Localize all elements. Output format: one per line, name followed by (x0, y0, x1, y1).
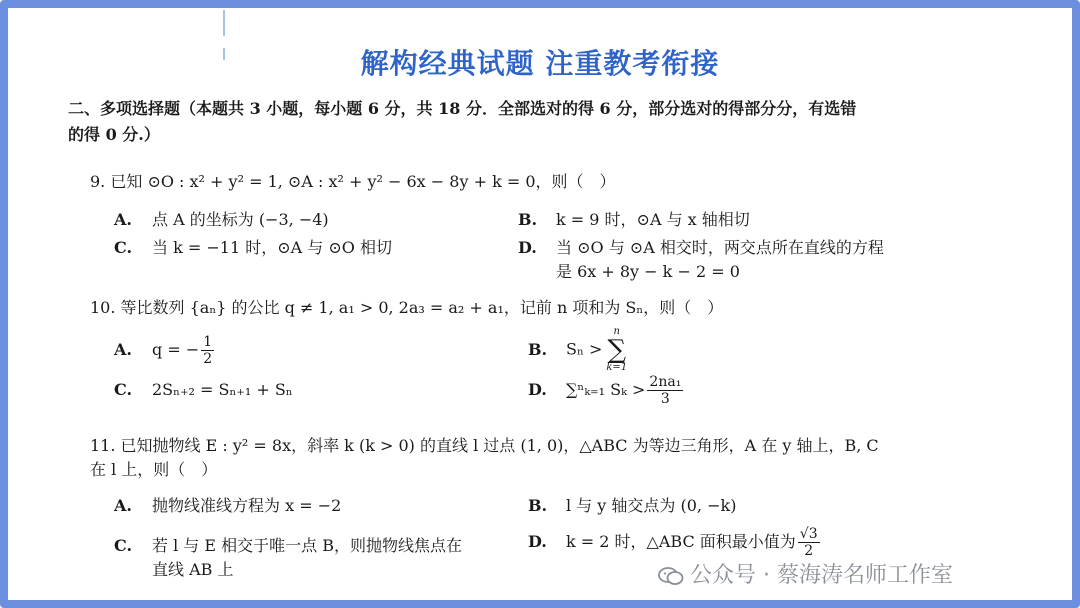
q10-option-a (114, 330, 216, 370)
option-text: Sₙ > (566, 339, 603, 359)
watermark-text: 公众号 · 蔡海涛名师工作室 (690, 563, 953, 588)
section-heading (68, 96, 1028, 148)
option-text: k = 9 时，⊙A 与 x 轴相切 (556, 210, 750, 229)
question-10-stem: 10. 等比数列 {aₙ} 的公比 q ≠ 1, a₁ > 0, 2a₃ = a₂ + a₁，记前 n 项和为 Sₙ，则（ ） (90, 298, 724, 317)
option-letter: C. (114, 238, 133, 257)
question-11-stem (90, 434, 879, 482)
option-letter: C. (114, 380, 133, 399)
q9-option-d (518, 236, 884, 284)
option-text: k = 2 时，△ABC 面积最小值为 (566, 532, 796, 551)
fraction-denominator: 2 (203, 351, 213, 367)
option-text-line-2: 是 6x + 8y − k − 2 = 0 (556, 262, 740, 281)
q11-option-b (528, 494, 736, 518)
option-letter: D. (528, 380, 547, 399)
option-letter: A. (114, 340, 132, 359)
fraction-numerator: √3 (799, 526, 818, 542)
question-11-line-1: 11. 已知抛物线 E : y² = 8x，斜率 k (k > 0) 的直线 l 过点 (1, 0)，△ABC 为等边三角形，A 在 y 轴上，B, C (90, 436, 879, 455)
fraction (798, 526, 820, 559)
q9-option-b (518, 208, 750, 232)
option-letter: B. (518, 210, 538, 229)
q10-option-c (114, 378, 293, 402)
q10-option-b (528, 326, 627, 374)
option-letter: D. (528, 532, 547, 551)
q11-option-c (114, 534, 462, 582)
wechat-icon (658, 566, 684, 586)
q11-option-a (114, 494, 341, 518)
option-text: q = − (152, 340, 200, 359)
option-letter: A. (114, 210, 132, 229)
option-text: 当 k = −11 时，⊙A 与 ⊙O 相切 (152, 238, 392, 257)
question-9-stem: 9. 已知 ⊙O : x² + y² = 1, ⊙A : x² + y² − 6x − 8y + k = 0，则（ ） (90, 172, 616, 191)
sum-lower-limit: k=1 (606, 362, 628, 373)
option-text: 抛物线准线方程为 x = −2 (152, 496, 342, 515)
option-letter: C. (114, 536, 133, 555)
option-letter: B. (528, 339, 548, 359)
option-text-line-1: 若 l 与 E 相交于唯一点 B，则抛物线焦点在 (152, 536, 462, 555)
sum-sign: ∑ (607, 335, 627, 365)
fraction-numerator: 2na₁ (649, 374, 682, 390)
section-line-2: 的得 0 分.） (68, 125, 160, 144)
option-text: l 与 y 轴交点为 (0, −k) (566, 496, 737, 515)
fraction-denominator: 3 (660, 391, 670, 407)
option-text: 2Sₙ₊₂ = Sₙ₊₁ + Sₙ (152, 380, 293, 399)
option-letter: D. (518, 238, 537, 257)
fraction (201, 334, 214, 367)
q10-option-d (528, 370, 685, 410)
sum-upper-limit: n (613, 326, 620, 337)
option-letter: B. (528, 496, 548, 515)
slide-title: 解构经典试题 注重教考衔接 (360, 47, 720, 80)
q11-option-d (528, 522, 822, 562)
watermark (658, 558, 953, 589)
decor-line-top (223, 10, 225, 36)
section-line-1: 二、多项选择题（本题共 3 小题，每小题 6 分，共 18 分．全部选对的得 6 分，部分选对的得部分分，有选错 (68, 99, 857, 118)
q9-option-a (114, 208, 329, 232)
fraction (647, 374, 683, 407)
fraction-denominator: 2 (804, 543, 814, 559)
option-text-line-1: 当 ⊙O 与 ⊙A 相交时，两交点所在直线的方程 (556, 238, 884, 257)
q9-option-c (114, 236, 392, 260)
option-text: 点 A 的坐标为 (−3, −4) (152, 210, 329, 229)
option-text-line-2: 直线 AB 上 (152, 560, 234, 579)
option-text (152, 534, 462, 582)
option-text: ∑ⁿₖ₌₁ Sₖ > (566, 380, 646, 399)
option-letter: A. (114, 496, 132, 515)
fraction-numerator: 1 (203, 334, 213, 350)
option-text (556, 236, 884, 284)
question-11-line-2: 在 l 上，则（ ） (90, 460, 218, 479)
summation (606, 326, 627, 374)
